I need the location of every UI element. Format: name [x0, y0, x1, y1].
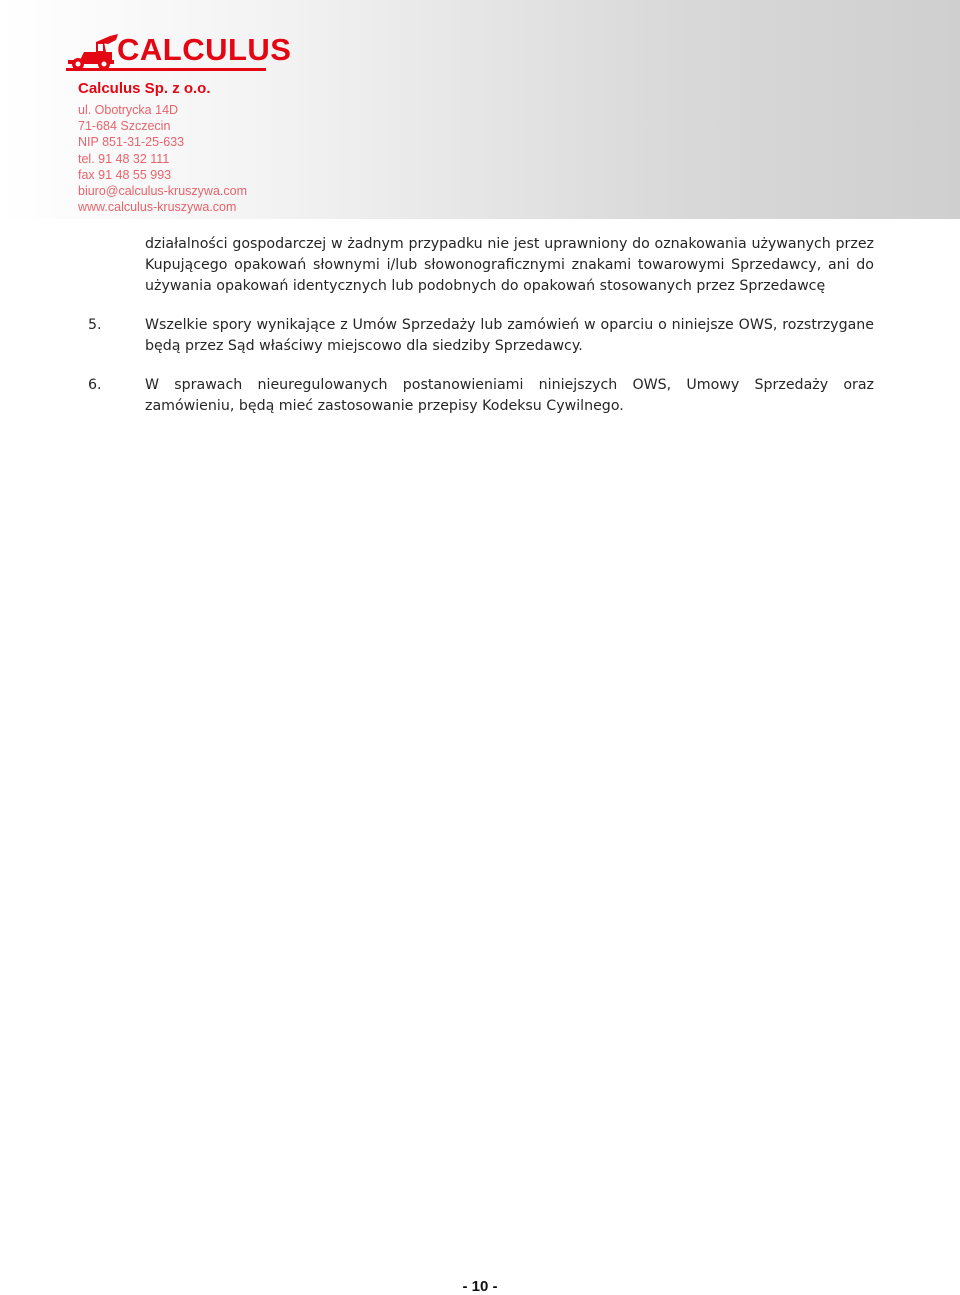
company-name: Calculus Sp. z o.o.	[78, 80, 211, 97]
email-link[interactable]: biuro@calculus-kruszywa.com	[78, 183, 247, 198]
page-number: - 10 -	[462, 1278, 498, 1295]
letterhead	[0, 0, 960, 219]
tax-id: NIP 851-31-25-633	[78, 135, 185, 150]
contact-block	[78, 102, 247, 215]
fax: fax 91 48 55 993	[78, 167, 172, 182]
continuation-paragraph: działalności gospodarczej w żadnym przypadku nie jest uprawniony do oznakowania używanych przez Kupującego opakowań słownymi i/lub słowonograficznymi znakami towarowymi Sprzedawcy, ani do używania opakowań identycznych lub podobnych do opakowań stosowanych przez Sprzedawcę	[145, 236, 874, 294]
document-body	[88, 234, 874, 417]
item-text: W sprawach nieuregulowanych postanowieniami niniejszych OWS, Umowy Sprzedaży oraz zamówieniu, będą mieć zastosowanie przepisy Kodeksu Cywilnego.	[145, 377, 874, 414]
item-number: 5.	[88, 317, 102, 333]
address-city: 71-684 Szczecin	[78, 119, 171, 134]
phone: tel. 91 48 32 111	[78, 151, 170, 166]
logo-wordmark: CALCULUS	[117, 32, 292, 67]
list-item	[88, 375, 874, 417]
list-item	[88, 315, 874, 357]
item-number: 6.	[88, 377, 102, 393]
logo-underline	[66, 68, 266, 71]
item-text: Wszelkie spory wynikające z Umów Sprzedaży lub zamówień w oparciu o niniejsze OWS, rozstrzygane będą przez Sąd właściwy miejscowo dla siedziby Sprzedawcy.	[145, 317, 874, 354]
website-link[interactable]: www.calculus-kruszywa.com	[78, 200, 237, 215]
address-street: ul. Obotrycka 14D	[78, 103, 179, 117]
